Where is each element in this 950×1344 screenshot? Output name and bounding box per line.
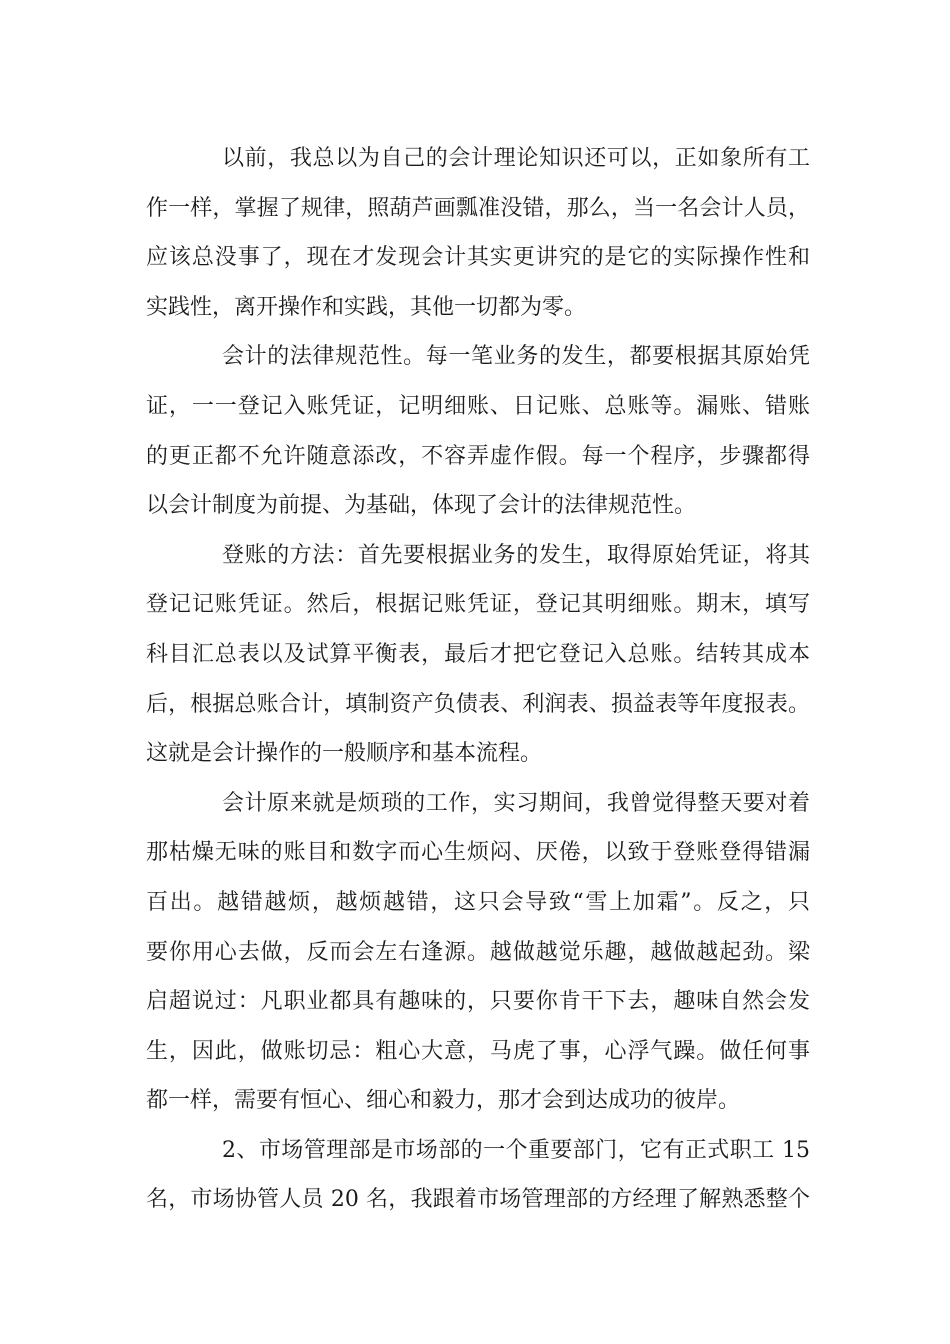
paragraph-line: 的更正都不允许随意添改，不容弄虚作假。每一个程序，步骤都得	[146, 443, 810, 469]
paragraph-line: 要你用心去做，反而会左右逢源。越做越觉乐趣，越做越起劲。梁	[146, 939, 810, 965]
paragraph-line: 名，市场协管人员 20 名，我跟着市场管理部的方经理了解熟悉整个	[146, 1187, 810, 1213]
paragraph-line: 都一样，需要有恒心、细心和毅力，那才会到达成功的彼岸。	[146, 1088, 741, 1114]
paragraph-line: 登记记账凭证。然后，根据记账凭证，登记其明细账。期末，填写	[146, 592, 810, 618]
paragraph-line: 以前，我总以为自己的会计理论知识还可以，正如象所有工	[222, 146, 810, 171]
paragraph-line: 登账的方法：首先要根据业务的发生，取得原始凭证，将其	[222, 542, 810, 568]
paragraph-line: 会计的法律规范性。每一笔业务的发生，都要根据其原始凭	[222, 344, 810, 370]
paragraph-line: 那枯燥无味的账目和数字而心生烦闷、厌倦，以致于登账登得错漏	[146, 840, 810, 866]
paragraph-line: 证，一一登记入账凭证，记明细账、日记账、总账等。漏账、错账	[146, 393, 810, 419]
paragraph-line: 生，因此，做账切忌：粗心大意，马虎了事，心浮气躁。做任何事	[146, 1038, 810, 1064]
document-body	[146, 134, 810, 1225]
paragraph-line: 科目汇总表以及试算平衡表，最后才把它登记入总账。结转其成本	[146, 641, 810, 667]
paragraph	[146, 332, 810, 530]
paragraph-line: 2、市场管理部是市场部的一个重要部门，它有正式职工 15	[222, 1137, 810, 1163]
paragraph	[146, 134, 810, 332]
paragraph-line: 会计原来就是烦琐的工作，实习期间，我曾觉得整天要对着	[222, 790, 810, 816]
paragraph	[146, 779, 810, 1126]
paragraph-line: 实践性，离开操作和实践，其他一切都为零。	[146, 294, 587, 320]
paragraph-line: 应该总没事了，现在才发现会计其实更讲究的是它的实际操作性和	[146, 245, 810, 271]
paragraph-line: 作一样，掌握了规律，照葫芦画瓢准没错，那么，当一名会计人员，	[146, 195, 810, 221]
paragraph-line: 以会计制度为前提、为基础，体现了会计的法律规范性。	[146, 493, 697, 519]
paragraph	[146, 531, 810, 779]
paragraph-line: 启超说过：凡职业都具有趣味的，只要你肯干下去，趣味自然会发	[146, 989, 810, 1015]
paragraph-line: 后，根据总账合计，填制资产负债表、利润表、损益表等年度报表。	[146, 691, 810, 717]
paragraph-line: 百出。越错越烦，越烦越错，这只会导致“雪上加霜”。反之，只	[146, 889, 810, 915]
paragraph	[146, 1126, 810, 1225]
paragraph-line: 这就是会计操作的一般顺序和基本流程。	[146, 741, 543, 767]
